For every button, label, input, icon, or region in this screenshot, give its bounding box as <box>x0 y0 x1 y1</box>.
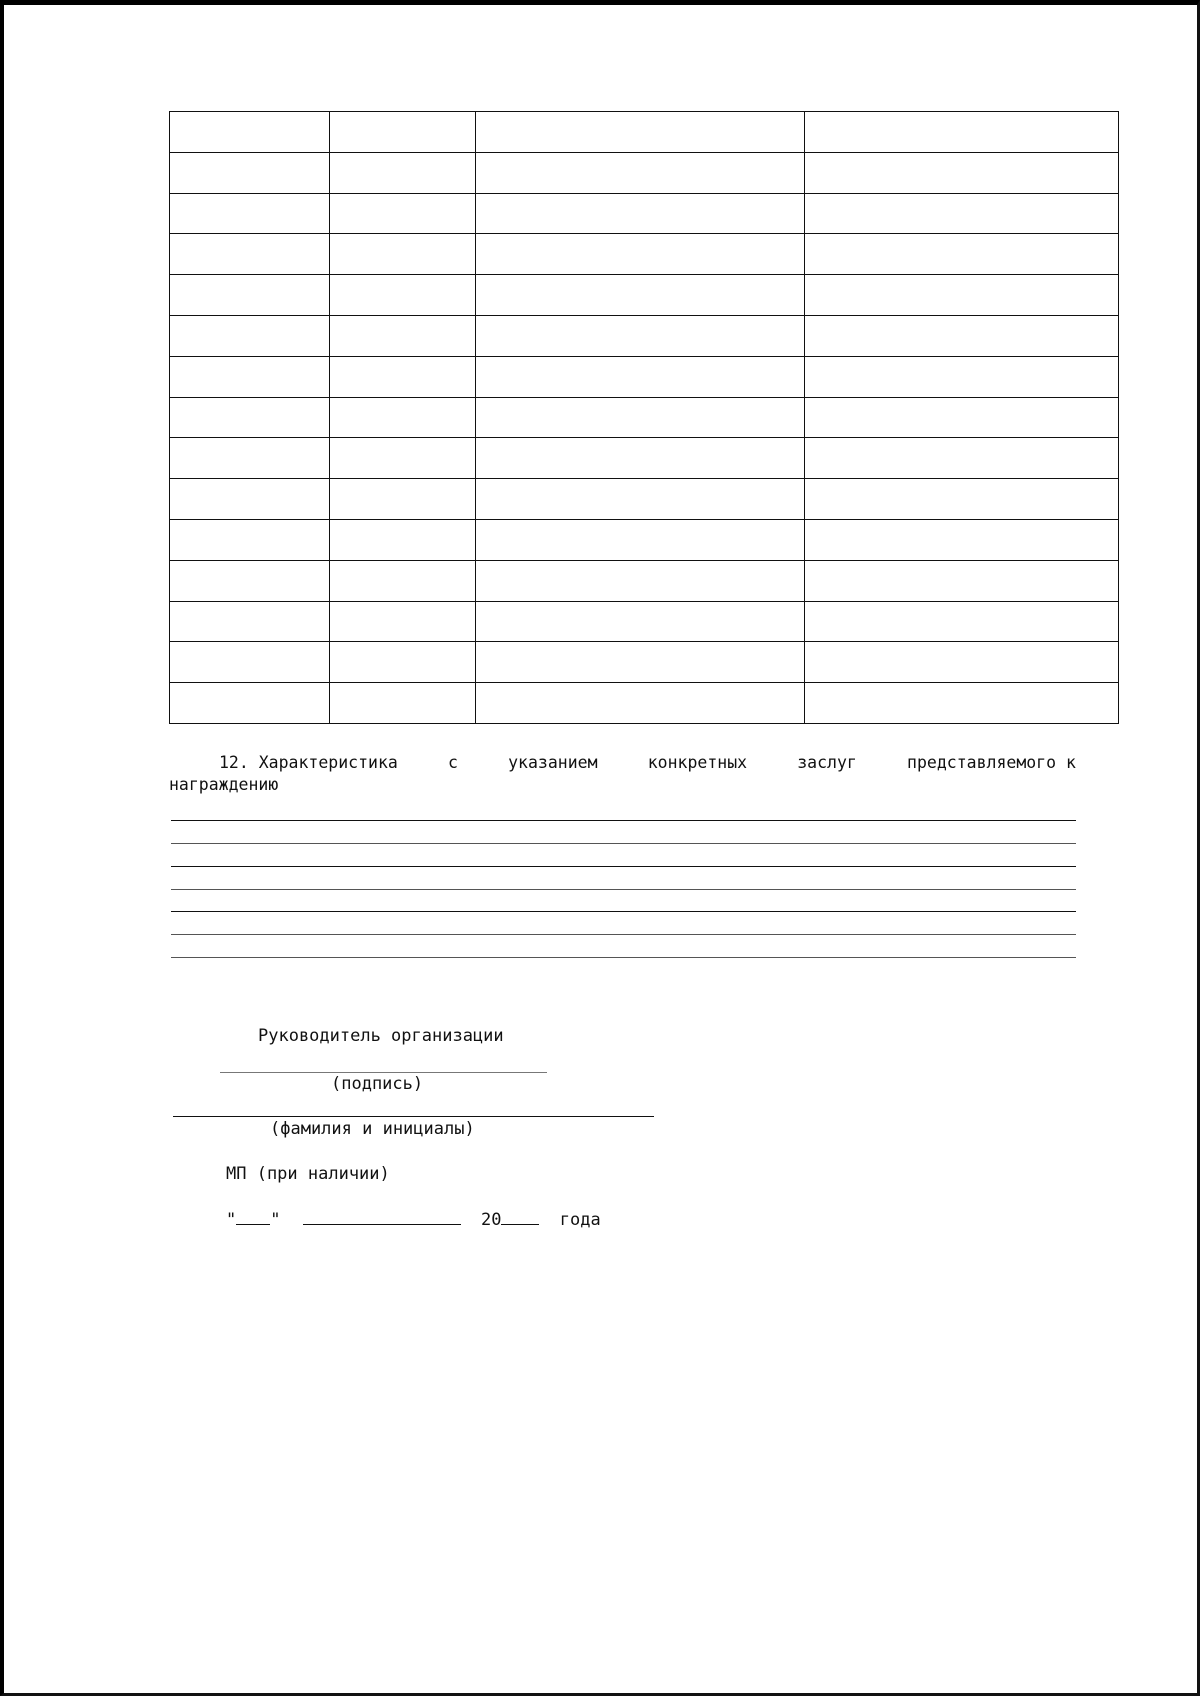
table-cell[interactable] <box>170 601 330 642</box>
table-row <box>170 560 1119 601</box>
table-row <box>170 397 1119 438</box>
year-prefix: 20 <box>481 1210 502 1230</box>
table-cell[interactable] <box>805 397 1119 438</box>
signature-caption: (подпись) <box>331 1074 424 1094</box>
table-cell[interactable] <box>170 234 330 275</box>
table-cell[interactable] <box>476 112 805 153</box>
table-cell[interactable] <box>805 479 1119 520</box>
table-row <box>170 519 1119 560</box>
table-cell[interactable] <box>170 438 330 479</box>
table-row <box>170 642 1119 683</box>
section-12 <box>169 752 1076 796</box>
open-quote: " <box>226 1210 237 1230</box>
table-cell[interactable] <box>805 152 1119 193</box>
table-cell[interactable] <box>805 642 1119 683</box>
table-cell[interactable] <box>805 519 1119 560</box>
writing-line[interactable] <box>171 820 1076 821</box>
table-cell[interactable] <box>170 560 330 601</box>
heading-word: конкретных <box>647 753 748 772</box>
table-cell[interactable] <box>476 234 805 275</box>
table-cell[interactable] <box>330 315 476 356</box>
writing-line[interactable] <box>171 843 1076 844</box>
date-row <box>226 1208 601 1230</box>
writing-line[interactable] <box>171 957 1076 958</box>
table-cell[interactable] <box>330 560 476 601</box>
table-cell[interactable] <box>330 234 476 275</box>
table-row <box>170 356 1119 397</box>
signature-line[interactable] <box>220 1072 547 1073</box>
manager-title: Руководитель организации <box>258 1026 504 1046</box>
table-cell[interactable] <box>805 356 1119 397</box>
table-row <box>170 438 1119 479</box>
table-cell[interactable] <box>170 397 330 438</box>
data-table <box>169 111 1119 724</box>
table-cell[interactable] <box>805 193 1119 234</box>
table-cell[interactable] <box>476 397 805 438</box>
month-blank[interactable] <box>303 1208 461 1225</box>
table-cell[interactable] <box>476 152 805 193</box>
table-cell[interactable] <box>330 397 476 438</box>
table-cell[interactable] <box>476 315 805 356</box>
day-blank[interactable] <box>236 1208 270 1225</box>
table-row <box>170 315 1119 356</box>
table-cell[interactable] <box>476 560 805 601</box>
table-cell[interactable] <box>476 683 805 724</box>
table-row <box>170 193 1119 234</box>
writing-line[interactable] <box>171 866 1076 867</box>
table-row <box>170 601 1119 642</box>
table-cell[interactable] <box>476 519 805 560</box>
table-cell[interactable] <box>330 152 476 193</box>
table-cell[interactable] <box>330 519 476 560</box>
table-body <box>170 112 1119 724</box>
table-cell[interactable] <box>805 112 1119 153</box>
close-quote: " <box>270 1210 281 1230</box>
table-cell[interactable] <box>170 683 330 724</box>
heading-word: 12. Характеристика <box>219 753 398 772</box>
table-cell[interactable] <box>330 112 476 153</box>
name-line[interactable] <box>173 1116 654 1117</box>
year-blank[interactable] <box>501 1208 539 1225</box>
table-cell[interactable] <box>476 193 805 234</box>
table-cell[interactable] <box>330 356 476 397</box>
table-cell[interactable] <box>170 112 330 153</box>
table-cell[interactable] <box>330 683 476 724</box>
table-cell[interactable] <box>330 275 476 316</box>
section-12-heading <box>169 752 1076 774</box>
table-cell[interactable] <box>170 479 330 520</box>
table-cell[interactable] <box>170 642 330 683</box>
heading-word: заслуг <box>797 753 857 772</box>
writing-line[interactable] <box>171 889 1076 890</box>
table-cell[interactable] <box>476 356 805 397</box>
table-row <box>170 234 1119 275</box>
table-cell[interactable] <box>330 642 476 683</box>
table-cell[interactable] <box>805 315 1119 356</box>
table-row <box>170 152 1119 193</box>
table-row <box>170 479 1119 520</box>
table-cell[interactable] <box>170 356 330 397</box>
writing-line[interactable] <box>171 934 1076 935</box>
table-cell[interactable] <box>476 275 805 316</box>
heading-word: представляемого к <box>907 753 1076 772</box>
heading-word: указанием <box>508 753 598 772</box>
table-cell[interactable] <box>330 479 476 520</box>
table-cell[interactable] <box>805 683 1119 724</box>
table-cell[interactable] <box>170 519 330 560</box>
table-cell[interactable] <box>476 601 805 642</box>
table-cell[interactable] <box>805 234 1119 275</box>
table-cell[interactable] <box>476 479 805 520</box>
writing-line[interactable] <box>171 911 1076 912</box>
table-cell[interactable] <box>330 193 476 234</box>
table-cell[interactable] <box>170 152 330 193</box>
table-cell[interactable] <box>170 193 330 234</box>
table-cell[interactable] <box>476 438 805 479</box>
table-cell[interactable] <box>170 275 330 316</box>
table-row <box>170 112 1119 153</box>
heading-word: с <box>448 753 458 772</box>
year-suffix: года <box>559 1210 601 1230</box>
table-cell[interactable] <box>805 601 1119 642</box>
name-caption: (фамилия и инициалы) <box>270 1119 475 1139</box>
stamp-label: МП (при наличии) <box>226 1164 390 1184</box>
table-cell[interactable] <box>805 438 1119 479</box>
table-cell[interactable] <box>476 642 805 683</box>
table-cell[interactable] <box>330 438 476 479</box>
table-cell[interactable] <box>805 275 1119 316</box>
table-cell[interactable] <box>330 601 476 642</box>
table-row <box>170 275 1119 316</box>
table-row <box>170 683 1119 724</box>
table-cell[interactable] <box>805 560 1119 601</box>
table-cell[interactable] <box>170 315 330 356</box>
section-12-continuation: награждению <box>169 775 279 794</box>
